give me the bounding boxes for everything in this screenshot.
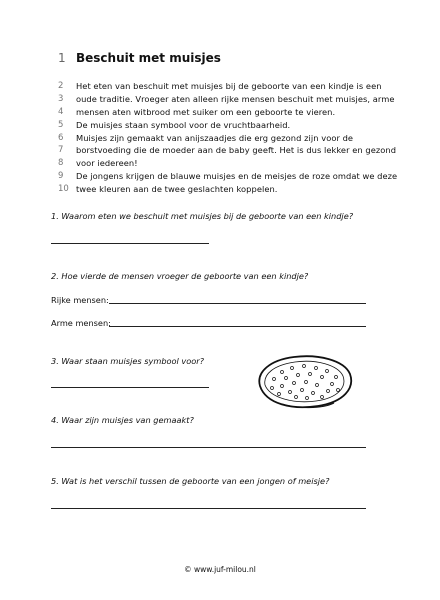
line-text: Het eten van beschuit met muisjes bij de geboorte van een kindje is een — [76, 81, 382, 92]
answer-line-3[interactable] — [51, 387, 209, 388]
answer-line-poor[interactable] — [109, 326, 366, 327]
question-1: 1. Waarom eten we beschuit met muisjes bij de geboorte van een kindje? — [51, 211, 354, 221]
question-5: 5. Wat is het verschil tussen de geboorte van een jongen of meisje? — [51, 476, 330, 486]
answer-line-5[interactable] — [51, 508, 366, 509]
line-number: 8 — [58, 158, 64, 169]
line-text: voor iedereen! — [76, 158, 138, 169]
line-text: Muisjes zijn gemaakt van anijszaadjes die erg gezond zijn voor de — [76, 132, 354, 143]
line-text: borstvoeding die de moeder aan de baby geeft. Het is dus lekker en gezond — [76, 145, 397, 156]
line-number: 9 — [58, 170, 64, 181]
worksheet-title: Beschuit met muisjes — [76, 51, 221, 65]
title-row — [58, 51, 221, 65]
text-line — [58, 93, 398, 106]
line-number: 1 — [58, 51, 66, 65]
line-number: 2 — [58, 81, 64, 92]
text-line — [58, 182, 398, 195]
line-text: twee kleuren aan de twee geslachten koppelen. — [76, 183, 278, 194]
line-number: 7 — [58, 145, 64, 156]
text-line — [58, 118, 398, 131]
text-line — [58, 157, 398, 170]
line-number: 10 — [58, 183, 69, 194]
line-text: De muisjes staan symbool voor de vruchtbaarheid. — [76, 119, 291, 130]
text-line — [58, 80, 398, 93]
line-number: 5 — [58, 119, 64, 130]
text-line — [58, 131, 398, 144]
beschuit-illustration — [252, 352, 354, 410]
text-line — [58, 144, 398, 157]
copyright-footer: © www.juf-milou.nl — [184, 565, 256, 574]
poor-people-label: Arme mensen: — [51, 318, 111, 328]
question-3: 3. Waar staan muisjes symbool voor? — [51, 356, 205, 366]
line-number: 4 — [58, 106, 64, 117]
line-text: De jongens krijgen de blauwe muisjes en de meisjes de roze omdat we deze — [76, 170, 398, 181]
answer-line-4[interactable] — [51, 447, 366, 448]
rich-people-label: Rijke mensen: — [51, 295, 109, 305]
line-text: mensen aten witbrood met suiker om een geboorte te vieren. — [76, 106, 336, 117]
question-4: 4. Waar zijn muisjes van gemaakt? — [51, 415, 194, 425]
answer-line-1[interactable] — [51, 243, 209, 244]
question-2: 2. Hoe vierde de mensen vroeger de geboorte van een kindje? — [51, 271, 309, 281]
line-number: 3 — [58, 94, 64, 105]
reading-text — [58, 80, 398, 195]
text-line — [58, 106, 398, 119]
line-text: oude traditie. Vroeger aten alleen rijke mensen beschuit met muisjes, arme — [76, 94, 395, 105]
text-line — [58, 170, 398, 183]
line-number: 6 — [58, 132, 64, 143]
answer-line-rich[interactable] — [109, 303, 366, 304]
